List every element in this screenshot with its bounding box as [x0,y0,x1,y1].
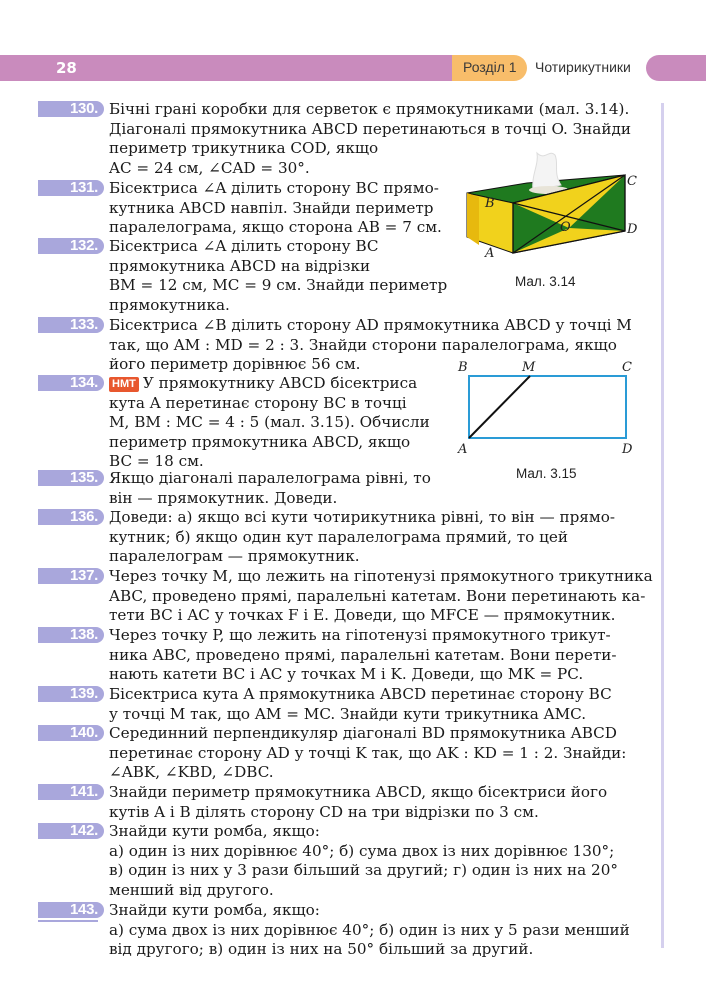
problem-text-content: у точці M так, що AM = MC. Знайди кути трикутника AMC. [109,704,587,723]
problem-text-content: він — прямокутник. Доведи. [109,488,338,507]
problem-text-content: кута A перетинає сторону BC в точці [109,393,407,412]
problem-text-line [109,842,669,862]
problem-text [109,237,474,315]
problem-text-content: BM = 12 см, MC = 9 см. Знайди периметр [109,276,448,295]
problem-text-content: ника ABC, проведено прямі, паралельні катетам. Вони перети- [109,645,617,664]
problem-text-line [109,218,474,238]
problem-text-content: Якщо діагоналі паралелограма рівні, то [109,469,431,487]
problem-number: 143. [70,901,98,918]
problem-text-line [109,179,474,199]
problem-text-line [109,469,474,489]
problem-text-line [109,276,474,296]
problem-number: 133. [70,316,98,333]
problem-text-line [109,394,474,414]
problem-text-content: Бісектриса ∠A ділить сторону BC [109,237,379,255]
problem-text-line [109,528,669,548]
problem-number-badge [38,101,104,117]
problem-number-badge [38,823,104,839]
fig315-label-b: B [458,360,468,375]
problem-text-content: M, BM : MC = 4 : 5 (мал. 3.15). Обчисли [109,413,430,432]
problem-number-badge [38,686,104,702]
problem-number-badge [38,784,104,800]
fig315-label-d: D [622,442,633,457]
problem-text-line [109,100,669,120]
page-number: 28 [56,59,77,77]
problem-number-badge [38,627,104,643]
header-right-tab [646,55,706,81]
problem-text-content: від другого; в) один із них на 50° більший за другий. [109,940,534,959]
figure-3-14-caption: Мал. 3.14 [515,274,576,289]
problem-text-line [109,881,669,901]
problem-text [109,626,669,685]
problem-text-line [109,724,669,744]
problem-text-line [109,744,669,764]
problem-text-content: AC = 24 см, ∠CAD = 30°. [109,158,310,177]
problem-number: 131. [70,179,98,196]
problem-number: 140. [70,724,98,741]
problem-text-content: Бічні грані коробки для серветок є прямокутниками (мал. 3.14). [109,100,630,118]
problem-text-line [109,901,669,921]
problem-text [109,508,669,567]
fig314-label-a: A [485,246,495,261]
fig314-label-b: B [485,196,495,211]
problem-text-content: Знайди кути ромба, якщо: [109,901,320,919]
problem-text-content: його периметр дорівнює 56 см. [109,355,361,374]
problem-number-badge [38,180,104,196]
problem-number: 139. [70,685,98,702]
problem-number: 132. [70,237,98,254]
fig315-label-m: M [522,360,536,375]
problem-text-content: паралелограм — прямокутник. [109,547,360,566]
figure-3-15 [455,355,655,455]
problem-text-content: Діагоналі прямокутника ABCD перетинаються в точці O. Знайди [109,119,631,138]
fig315-label-c: C [622,360,632,375]
problem-text [109,179,474,238]
problem-number-badge [38,375,104,391]
problem-text-content: а) один із них дорівнює 40°; б) сума двох із них дорівнює 130°; [109,841,615,860]
problem-number: 134. [70,374,98,391]
chapter-title: Чотирикутники [535,59,631,75]
problem-text-content: ABC, проведено прямі, паралельні катетам. Вони перетинають ка- [109,586,646,605]
problem-text-line [109,316,669,336]
problem-text-line [109,547,669,567]
problem-text-line [109,237,474,257]
problem-number-badge [38,238,104,254]
problem-number: 137. [70,567,98,584]
problem-number: 135. [70,469,98,486]
problem-text [109,469,474,508]
problem-number-badge [38,725,104,741]
problem-text-content: прямокутника ABCD на відрізки [109,256,371,275]
problem-text-content: ∠ABK, ∠KBD, ∠DBC. [109,763,274,782]
tissue-icon [533,153,561,191]
problem-text-content: Через точку M, що лежить на гіпотенузі прямокутного трикутника [109,567,653,585]
problem-text-content: Знайди периметр прямокутника ABCD, якщо бісектриси його [109,783,608,801]
problem-text [109,685,669,724]
problem-text-line [109,803,669,823]
problem-text-content: BC = 18 см. [109,452,204,471]
problem-text-line [109,508,669,528]
problem-text-content: кутів A і B ділять сторону CD на три відрізки по 3 см. [109,802,539,821]
problem-text-line [109,705,669,725]
problem-text-line [109,587,669,607]
problem-text-line [109,567,669,587]
problem-text-content: У прямокутнику ABCD бісектриса [142,374,418,392]
problem-text [109,374,474,472]
problem-number-badge [38,568,104,584]
figure-3-15-caption: Мал. 3.15 [516,466,577,481]
problem-text-content: прямокутника. [109,295,230,314]
problem-text-content: периметр трикутника COD, якщо [109,139,379,158]
problem-text-content: так, що AM : MD = 2 : 3. Знайди сторони паралелограма, якщо [109,335,617,354]
problem-text-content: нають катети BC і AC у точках M і K. Доведи, що MK = PC. [109,665,584,684]
problem-text [109,567,669,626]
problem-text-line [109,296,474,316]
problem-text-line [109,336,669,356]
problem-text-content: кутника ABCD навпіл. Знайди периметр [109,198,434,217]
problem-text [109,822,669,900]
problem-text-content: Бісектриса ∠B ділить сторону AD прямокутника ABCD у точці M [109,316,632,334]
problem-number: 130. [70,100,98,117]
rectangle-abcd [469,376,626,438]
problem-text-line [109,783,669,803]
problem-text [109,901,669,960]
problem-text-line [109,120,669,140]
problem-text-line [109,685,669,705]
fig315-label-a: A [458,442,468,457]
problem-text-content: перетинає сторону AD у точці K так, що AK : KD = 1 : 2. Знайди: [109,743,627,762]
problem-number-badge [38,509,104,525]
bisector-am [469,376,530,438]
problem-text-line [109,489,474,509]
problem-number: 142. [70,822,98,839]
problem-text-content: тети BC і AC у точках F і E. Доведи, що MFCE — прямокутник. [109,606,616,625]
problem-text-line [109,199,474,219]
problem-text-content: периметр прямокутника ABCD, якщо [109,432,411,451]
problem-text-line [109,861,669,881]
problem-text-content: паралелограма, якщо сторона AB = 7 см. [109,218,442,237]
problem-number-badge [38,470,104,486]
problem-text-line [109,665,669,685]
problem-text-line [109,822,669,842]
problem-text-line [109,921,669,941]
problem-text-line [109,433,474,453]
problem-text-line [109,763,669,783]
fig314-label-o: O [560,220,571,235]
problem-text-line [109,646,669,666]
problem-text [109,724,669,783]
fig314-label-d: D [627,222,638,237]
problem-text-line [109,626,669,646]
section-label: Розділ 1 [463,59,517,75]
problem-text-content: Серединний перпендикуляр діагоналі BD прямокутника ABCD [109,724,617,742]
problem-text-line [109,413,474,433]
problem-text-content: менший від другого. [109,880,274,899]
problem-number-badge [38,902,104,918]
problem-number: 138. [70,626,98,643]
nmt-badge: НМТ [109,377,139,392]
problem-number: 136. [70,508,98,525]
problem-text-content: Через точку P, що лежить на гіпотенузі прямокутного трикут- [109,626,611,644]
section-tab [452,55,527,81]
problem-text-content: Знайди кути ромба, якщо: [109,822,320,840]
problem-text-line [109,257,474,277]
problem-text-line [109,940,669,960]
fig314-label-c: C [627,174,637,189]
figure-3-14 [455,145,638,265]
problem-number: 141. [70,783,98,800]
problem-text-content: Доведи: а) якщо всі кути чотирикутника рівні, то він — прямо- [109,508,615,526]
problem-text-content: а) сума двох із них дорівнює 40°; б) один із них у 5 рази менший [109,920,630,939]
problem-number-badge [38,317,104,333]
problem-text-line [109,374,474,394]
problem-text [109,783,669,822]
problem-text-line [109,606,669,626]
problem-text-content: Бісектриса кута A прямокутника ABCD перетинає сторону BC [109,685,612,703]
problem-text-content: Бісектриса ∠A ділить сторону BC прямо- [109,179,439,197]
problem-text-content: кутник; б) якщо один кут паралелограма прямий, то цей [109,527,568,546]
problem-text-content: в) один із них у 3 рази більший за другий; г) один із них на 20° [109,861,618,880]
